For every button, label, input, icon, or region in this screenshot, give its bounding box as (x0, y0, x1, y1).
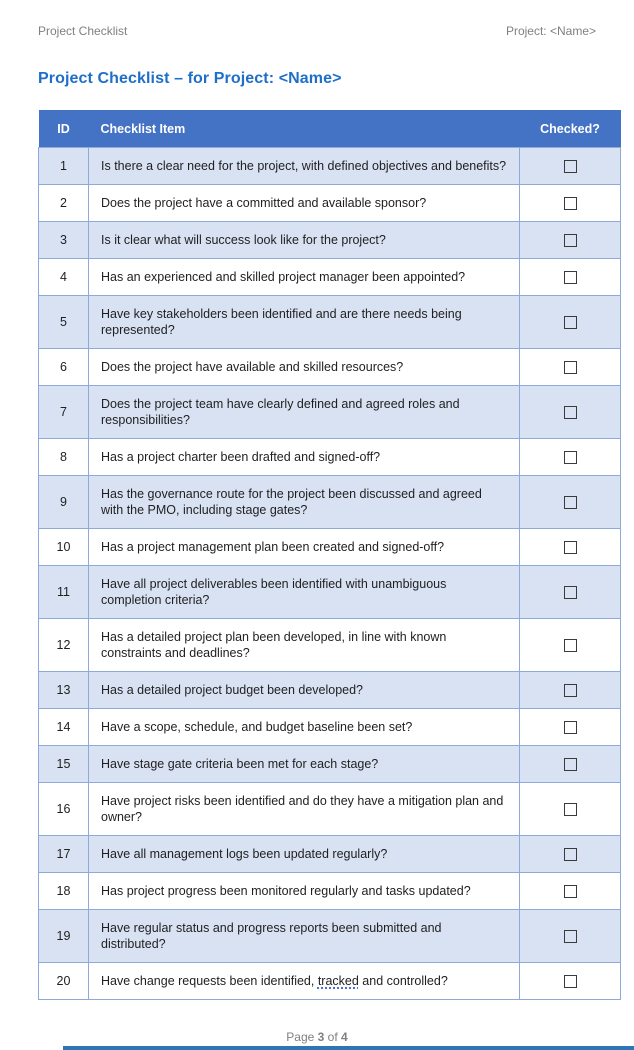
row-item-text: Have project risks been identified and do they have a mitigation plan and owner? (89, 783, 520, 836)
table-row (39, 619, 621, 672)
checkbox-icon[interactable] (564, 451, 577, 464)
row-checked-cell (520, 529, 621, 566)
row-id-cell: 17 (39, 836, 89, 873)
checkbox-icon[interactable] (564, 684, 577, 697)
row-item-text: Has an experienced and skilled project manager been appointed? (89, 259, 520, 296)
row-id-cell: 18 (39, 873, 89, 910)
row-checked-cell (520, 148, 621, 185)
checklist-table (38, 110, 621, 1000)
row-id-cell: 7 (39, 386, 89, 439)
table-body (39, 148, 621, 1000)
table-row (39, 910, 621, 963)
table-row (39, 259, 621, 296)
table-row (39, 746, 621, 783)
table-row (39, 185, 621, 222)
table-header-row (39, 110, 621, 148)
checkbox-icon[interactable] (564, 930, 577, 943)
footer-page-label: Page (286, 1030, 318, 1044)
row-item-text: Have key stakeholders been identified and are there needs being represented? (89, 296, 520, 349)
row-checked-cell (520, 222, 621, 259)
footer-accent-bar (63, 1046, 634, 1050)
row-checked-cell (520, 910, 621, 963)
row-item-text: Is it clear what will success look like for the project? (89, 222, 520, 259)
column-header-checked: Checked? (520, 110, 621, 148)
row-item-text: Have change requests been identified, tracked and controlled? (89, 963, 520, 1000)
row-checked-cell (520, 836, 621, 873)
row-item-text: Is there a clear need for the project, with defined objectives and benefits? (89, 148, 520, 185)
page-header (38, 24, 596, 38)
row-id-cell: 3 (39, 222, 89, 259)
checkbox-icon[interactable] (564, 639, 577, 652)
row-id-cell: 14 (39, 709, 89, 746)
column-header-id: ID (39, 110, 89, 148)
row-item-text: Have regular status and progress reports been submitted and distributed? (89, 910, 520, 963)
table-row (39, 439, 621, 476)
table-row (39, 709, 621, 746)
row-item-text: Have stage gate criteria been met for each stage? (89, 746, 520, 783)
row-checked-cell (520, 296, 621, 349)
table-row (39, 386, 621, 439)
footer-page-number: 3 (317, 1030, 325, 1044)
row-checked-cell (520, 386, 621, 439)
row-checked-cell (520, 439, 621, 476)
checkbox-icon[interactable] (564, 721, 577, 734)
table-row (39, 148, 621, 185)
row-checked-cell (520, 566, 621, 619)
checkbox-icon[interactable] (564, 234, 577, 247)
page-header-left: Project Checklist (38, 24, 128, 38)
row-id-cell: 6 (39, 349, 89, 386)
checkbox-icon[interactable] (564, 848, 577, 861)
row-id-cell: 2 (39, 185, 89, 222)
row-checked-cell (520, 672, 621, 709)
row-item-text: Have all management logs been updated regularly? (89, 836, 520, 873)
row-checked-cell (520, 963, 621, 1000)
checkbox-icon[interactable] (564, 316, 577, 329)
page-title: Project Checklist – for Project: <Name> (38, 70, 342, 87)
row-id-cell: 8 (39, 439, 89, 476)
table-row (39, 296, 621, 349)
row-id-cell: 4 (39, 259, 89, 296)
column-header-checklist-item: Checklist Item (89, 110, 520, 148)
row-id-cell: 10 (39, 529, 89, 566)
row-item-text: Has a project charter been drafted and signed-off? (89, 439, 520, 476)
page-header-right: Project: <Name> (505, 24, 596, 38)
checkbox-icon[interactable] (564, 361, 577, 374)
checkbox-icon[interactable] (564, 885, 577, 898)
row-checked-cell (520, 619, 621, 672)
row-id-cell: 20 (39, 963, 89, 1000)
checkbox-icon[interactable] (564, 803, 577, 816)
row-id-cell: 11 (39, 566, 89, 619)
row-item-text: Have a scope, schedule, and budget baseline been set? (89, 709, 520, 746)
table-row (39, 529, 621, 566)
row-item-text: Does the project have available and skilled resources? (89, 349, 520, 386)
table-row (39, 349, 621, 386)
row-checked-cell (520, 873, 621, 910)
page-footer (0, 1030, 634, 1044)
row-checked-cell (520, 783, 621, 836)
row-item-text: Has a detailed project budget been developed? (89, 672, 520, 709)
row-item-text: Has a detailed project plan been developed, in line with known constraints and deadlines? (89, 619, 520, 672)
row-id-cell: 15 (39, 746, 89, 783)
row-item-text: Has a project management plan been created and signed-off? (89, 529, 520, 566)
row-checked-cell (520, 259, 621, 296)
row-checked-cell (520, 476, 621, 529)
row-checked-cell (520, 185, 621, 222)
row-item-text: Has project progress been monitored regularly and tasks updated? (89, 873, 520, 910)
row-id-cell: 13 (39, 672, 89, 709)
checkbox-icon[interactable] (564, 975, 577, 988)
row-checked-cell (520, 746, 621, 783)
table-row (39, 672, 621, 709)
checkbox-icon[interactable] (564, 271, 577, 284)
footer-of-label: of (324, 1030, 342, 1044)
row-checked-cell (520, 709, 621, 746)
grammar-underlined-word: tracked (317, 974, 359, 988)
row-id-cell: 1 (39, 148, 89, 185)
row-item-text: Has the governance route for the project been discussed and agreed with the PMO, including stage gates? (89, 476, 520, 529)
row-item-text: Does the project team have clearly defined and agreed roles and responsibilities? (89, 386, 520, 439)
checkbox-icon[interactable] (564, 197, 577, 210)
table-row (39, 873, 621, 910)
row-item-text: Does the project have a committed and available sponsor? (89, 185, 520, 222)
row-id-cell: 12 (39, 619, 89, 672)
table-row (39, 963, 621, 1000)
checkbox-icon[interactable] (564, 541, 577, 554)
row-id-cell: 16 (39, 783, 89, 836)
row-item-text: Have all project deliverables been identified with unambiguous completion criteria? (89, 566, 520, 619)
footer-page-total: 4 (341, 1030, 348, 1044)
row-id-cell: 5 (39, 296, 89, 349)
checkbox-icon[interactable] (564, 406, 577, 419)
table-row (39, 836, 621, 873)
table-row (39, 783, 621, 836)
row-id-cell: 19 (39, 910, 89, 963)
row-checked-cell (520, 349, 621, 386)
table-row (39, 566, 621, 619)
checkbox-icon[interactable] (564, 758, 577, 771)
row-id-cell: 9 (39, 476, 89, 529)
table-row (39, 222, 621, 259)
checkbox-icon[interactable] (564, 160, 577, 173)
table-row (39, 476, 621, 529)
checkbox-icon[interactable] (564, 496, 577, 509)
checkbox-icon[interactable] (564, 586, 577, 599)
